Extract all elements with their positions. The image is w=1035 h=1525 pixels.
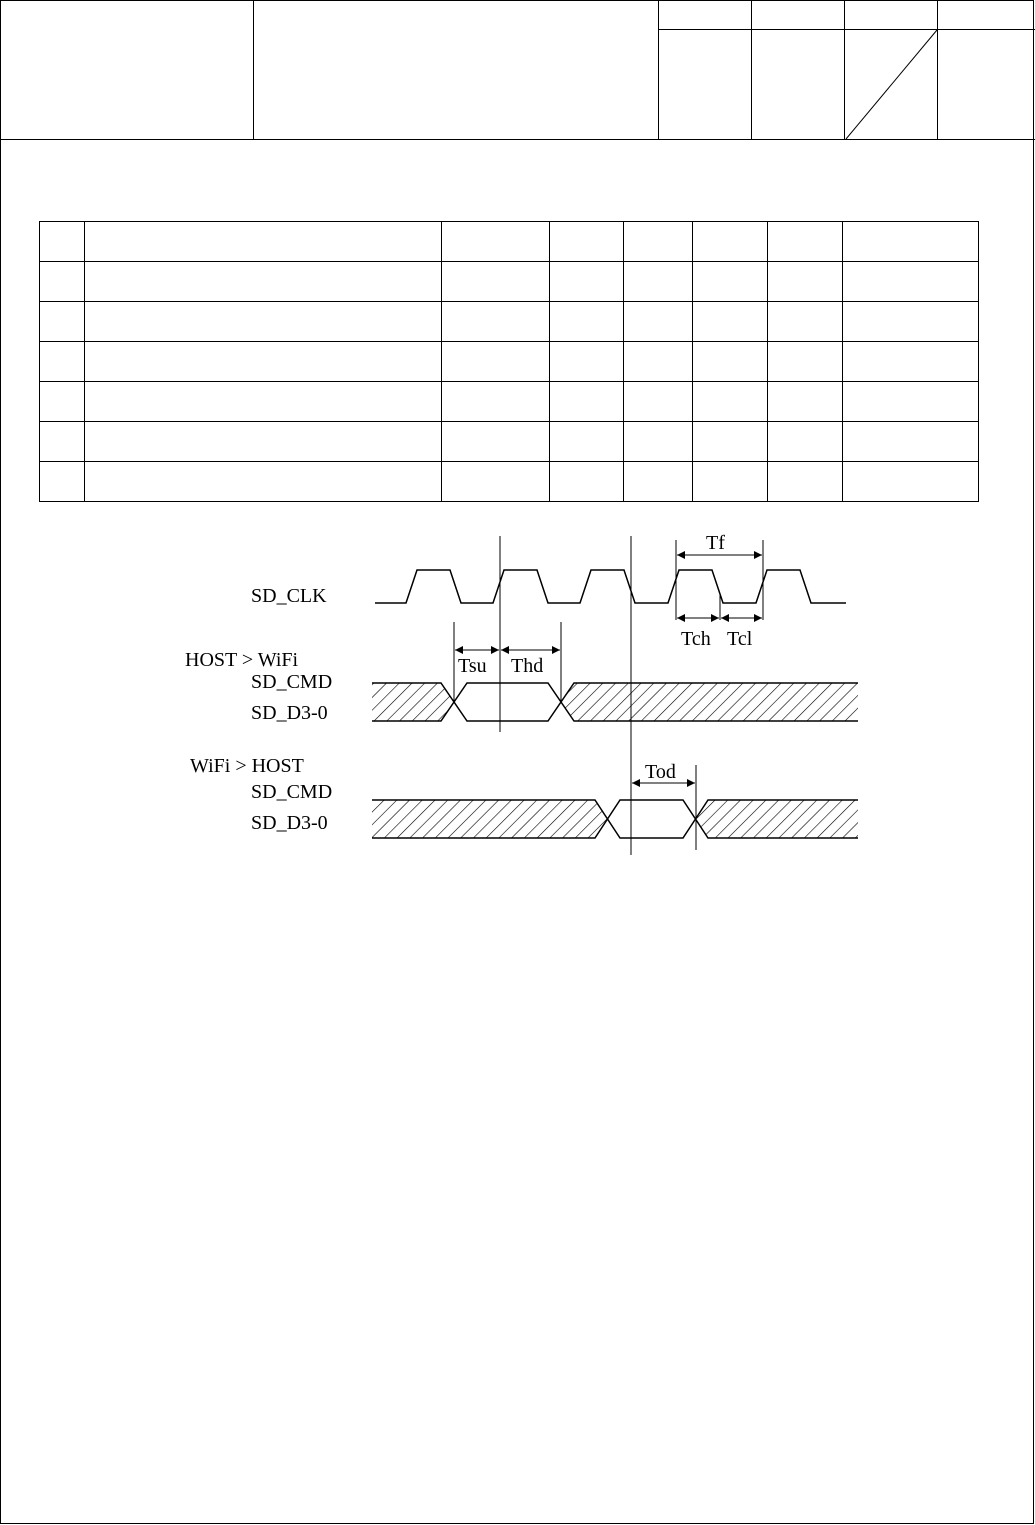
host-bus-hatch-left xyxy=(372,683,454,721)
wifi-bus-hatch-left xyxy=(372,800,607,838)
wifi-to-host-label: WiFi > HOST xyxy=(190,755,304,777)
tf-label: Tf xyxy=(706,532,725,554)
host-bus-hatch-right xyxy=(561,683,858,721)
host-sd-data-label: SD_D3-0 xyxy=(251,702,328,724)
tod-label: Tod xyxy=(645,761,676,783)
host-to-wifi-bus xyxy=(372,683,858,721)
host-sd-cmd-label: SD_CMD xyxy=(251,671,333,693)
sd-clk-label: SD_CLK xyxy=(251,585,327,607)
tsu-label: Tsu xyxy=(458,655,487,677)
sd-clk-waveform xyxy=(375,570,846,603)
wifi-bus-hatch-right xyxy=(696,800,858,838)
tcl-label: Tcl xyxy=(727,628,753,650)
wifi-sd-data-label: SD_D3-0 xyxy=(251,812,328,834)
thd-label: Thd xyxy=(511,655,544,677)
wifi-sd-cmd-label: SD_CMD xyxy=(251,781,333,803)
wifi-to-host-bus xyxy=(372,800,858,838)
tch-label: Tch xyxy=(681,628,711,650)
host-to-wifi-label: HOST > WiFi xyxy=(185,649,299,671)
